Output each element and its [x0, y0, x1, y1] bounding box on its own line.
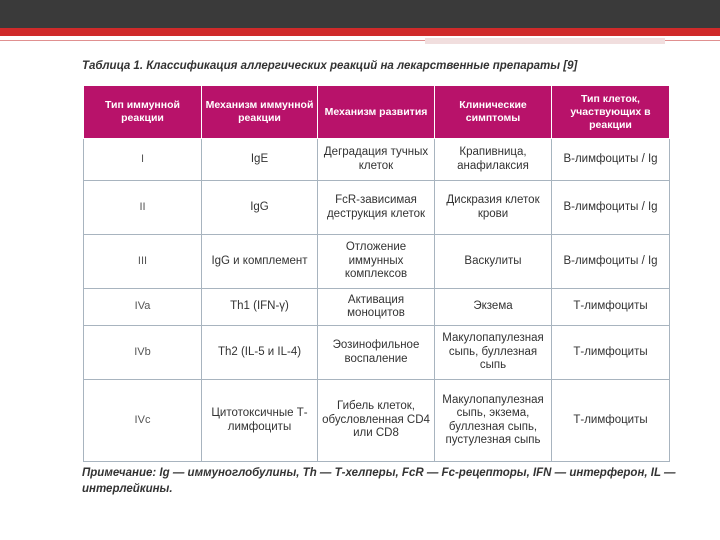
- cell-symptoms: Экзема: [435, 289, 552, 326]
- cell-cells: В-лимфоциты / Ig: [552, 235, 670, 289]
- cell-cells: Т-лимфоциты: [552, 380, 670, 462]
- table-note: Примечание: Ig — иммуноглобулины, Th — Т-хелперы, FcR — Fc-рецепторы, IFN — интерферон, IL — интерлейкины.: [82, 467, 676, 495]
- cell-type: III: [84, 235, 202, 289]
- cell-type: I: [84, 139, 202, 181]
- header-immune-type: Тип иммунной реакции: [84, 86, 202, 139]
- cell-immune-mechanism: IgG: [202, 181, 318, 235]
- cell-type: IVa: [84, 289, 202, 326]
- table-header-row: [84, 86, 670, 139]
- header-immune-mechanism: Механизм иммунной реакции: [202, 86, 318, 139]
- cell-cells: В-лимфоциты / Ig: [552, 181, 670, 235]
- top-bar: [0, 0, 720, 28]
- table-row: [84, 289, 670, 326]
- cell-type: IVb: [84, 326, 202, 380]
- slide-decoration: [425, 38, 665, 44]
- cell-cells: В-лимфоциты / Ig: [552, 139, 670, 181]
- header-cell-type: Тип клеток, участвующих в реакции: [552, 86, 670, 139]
- header-development-mechanism: Механизм развития: [318, 86, 435, 139]
- table-row: [84, 235, 670, 289]
- table-caption: Таблица 1. Классификация аллергических реакций на лекарственные препараты [9]: [82, 60, 578, 72]
- cell-development: Эозинофильное воспаление: [318, 326, 435, 380]
- cell-development: Отложение иммунных комплексов: [318, 235, 435, 289]
- cell-cells: Т-лимфоциты: [552, 289, 670, 326]
- cell-development: Деградация тучных клеток: [318, 139, 435, 181]
- cell-symptoms: Васкулиты: [435, 235, 552, 289]
- cell-immune-mechanism: Цитотоксичные Т-лимфоциты: [202, 380, 318, 462]
- red-stripe: [0, 28, 720, 36]
- cell-symptoms: Дискразия клеток крови: [435, 181, 552, 235]
- table-row: [84, 326, 670, 380]
- header-clinical-symptoms: Клинические симптомы: [435, 86, 552, 139]
- cell-immune-mechanism: IgE: [202, 139, 318, 181]
- cell-symptoms: Макулопапулезная сыпь, экзема, буллезная сыпь, пустулезная сыпь: [435, 380, 552, 462]
- cell-symptoms: Макулопапулезная сыпь, буллезная сыпь: [435, 326, 552, 380]
- cell-immune-mechanism: Th2 (IL-5 и IL-4): [202, 326, 318, 380]
- cell-immune-mechanism: Th1 (IFN-γ): [202, 289, 318, 326]
- cell-symptoms: Крапивница, анафилаксия: [435, 139, 552, 181]
- cell-type: II: [84, 181, 202, 235]
- table-row: [84, 139, 670, 181]
- table-row: [84, 181, 670, 235]
- allergy-table: [83, 85, 670, 462]
- cell-cells: Т-лимфоциты: [552, 326, 670, 380]
- cell-immune-mechanism: IgG и комплемент: [202, 235, 318, 289]
- table-row: [84, 380, 670, 462]
- cell-development: Гибель клеток, обусловленная CD4 или CD8: [318, 380, 435, 462]
- cell-development: FcR-зависимая деструкция клеток: [318, 181, 435, 235]
- cell-type: IVc: [84, 380, 202, 462]
- cell-development: Активация моноцитов: [318, 289, 435, 326]
